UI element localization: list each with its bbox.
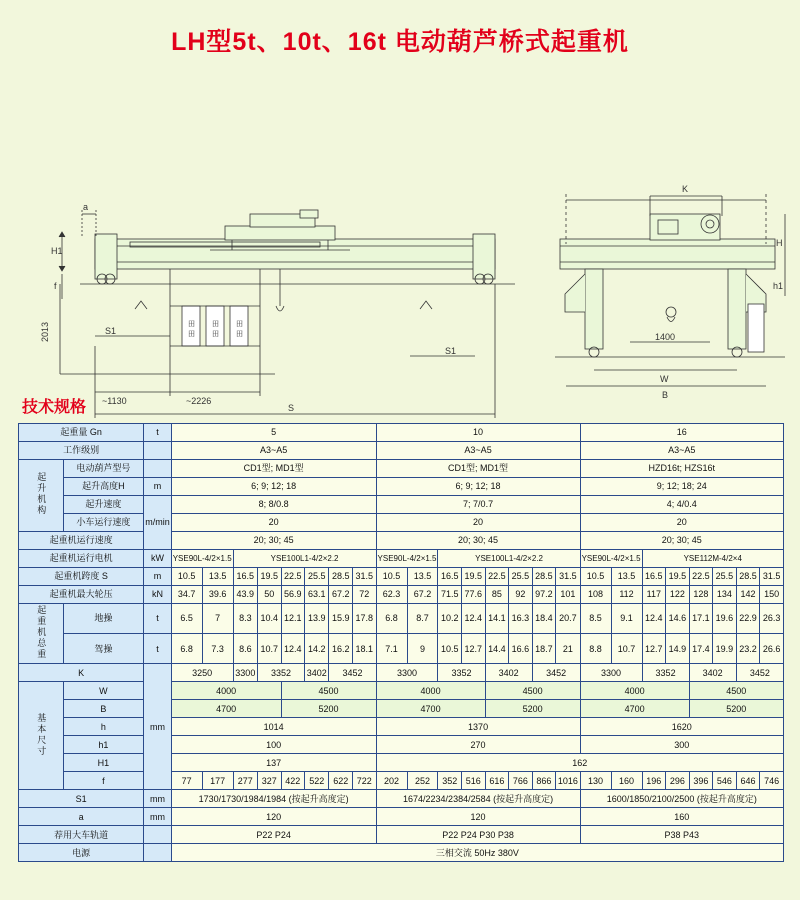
table-row xyxy=(19,700,784,718)
cell: 3352 xyxy=(438,664,485,682)
table-row xyxy=(19,514,784,532)
row-label: 地操 xyxy=(63,604,144,634)
table-row xyxy=(19,634,784,664)
svg-text:S1: S1 xyxy=(105,326,117,336)
cell: 12.1 xyxy=(281,604,305,634)
cell: 71.5 xyxy=(438,586,462,604)
row-label: h1 xyxy=(63,736,144,754)
cell: 1370 xyxy=(376,718,580,736)
cell: 7 xyxy=(202,604,233,634)
cell: 22.5 xyxy=(689,568,713,586)
cell: 202 xyxy=(376,772,407,790)
cell: 25.5 xyxy=(305,568,329,586)
cell: 20.7 xyxy=(556,604,580,634)
page-title: LH型5t、10t、16t 电动葫芦桥式起重机 xyxy=(171,28,629,56)
cell: 77.6 xyxy=(462,586,486,604)
cell: 23.2 xyxy=(736,634,760,664)
cell: 4500 xyxy=(689,682,783,700)
cell: YSE100L1-4/2×2.2 xyxy=(233,550,376,568)
table-row xyxy=(19,682,784,700)
cell: 516 xyxy=(462,772,486,790)
cell: 50 xyxy=(258,586,282,604)
svg-text:f: f xyxy=(54,281,57,291)
cell: 1016 xyxy=(556,772,580,790)
cell: P22 P24 P30 P38 xyxy=(376,826,580,844)
cell: 100 xyxy=(171,736,376,754)
cell: 5200 xyxy=(281,700,376,718)
row-label: 电源 xyxy=(19,844,144,862)
row-label: 起重机运行电机 xyxy=(19,550,144,568)
cell: 522 xyxy=(305,772,329,790)
cell: 4000 xyxy=(171,682,281,700)
row-label: W xyxy=(63,682,144,700)
cell: 6; 9; 12; 18 xyxy=(171,478,376,496)
cell: 20; 30; 45 xyxy=(171,532,376,550)
cell: 26.6 xyxy=(760,634,784,664)
row-unit xyxy=(144,826,172,844)
svg-text:田: 田 xyxy=(212,321,219,328)
cell: 13.5 xyxy=(407,568,438,586)
row-label: 电动葫芦型号 xyxy=(63,460,144,478)
cell: 120 xyxy=(171,808,376,826)
cell: A3~A5 xyxy=(376,442,580,460)
cell: YSE90L-4/2×1.5 xyxy=(376,550,438,568)
cell: 196 xyxy=(642,772,666,790)
cell: 12.7 xyxy=(462,634,486,664)
cell: 177 xyxy=(202,772,233,790)
cell: 6; 9; 12; 18 xyxy=(376,478,580,496)
cell: 3300 xyxy=(580,664,642,682)
cell: 8.8 xyxy=(580,634,611,664)
cell: 8.3 xyxy=(233,604,257,634)
cell: 14.2 xyxy=(305,634,329,664)
table-row xyxy=(19,808,784,826)
cell: 20 xyxy=(580,514,783,532)
row-label: 起重机运行速度 xyxy=(19,532,144,550)
cell: 10.7 xyxy=(258,634,282,664)
cell: 3300 xyxy=(376,664,438,682)
cell: 26.3 xyxy=(760,604,784,634)
row-unit: kN xyxy=(144,586,172,604)
cell: 352 xyxy=(438,772,462,790)
svg-text:~2226: ~2226 xyxy=(186,396,212,406)
cell: 14.4 xyxy=(485,634,509,664)
cell: 108 xyxy=(580,586,611,604)
cell: 4700 xyxy=(171,700,281,718)
cell: 6.8 xyxy=(171,634,202,664)
table-row xyxy=(19,754,784,772)
row-label: 起重量 Gn xyxy=(19,424,144,442)
cell: 77 xyxy=(171,772,202,790)
cell: 97.2 xyxy=(532,586,556,604)
cell: 9; 12; 18; 24 xyxy=(580,478,783,496)
cell: 3452 xyxy=(532,664,580,682)
row-unit: m xyxy=(144,478,172,496)
table-row xyxy=(19,496,784,514)
cell: 16.5 xyxy=(233,568,257,586)
group-label-basic: 基本尺寸 xyxy=(19,682,64,790)
cell: 4700 xyxy=(580,700,689,718)
svg-text:a: a xyxy=(83,202,89,212)
cell: 16.2 xyxy=(329,634,353,664)
cell: 300 xyxy=(580,736,783,754)
row-unit xyxy=(144,460,172,478)
cell: YSE112M-4/2×4 xyxy=(642,550,783,568)
cell: 1600/1850/2100/2500 (按起升高度定) xyxy=(580,790,783,808)
cell: 1674/2234/2384/2584 (按起升高度定) xyxy=(376,790,580,808)
cell: 10.4 xyxy=(258,604,282,634)
cell: 28.5 xyxy=(736,568,760,586)
cell: 18.7 xyxy=(532,634,556,664)
svg-text:K: K xyxy=(682,184,689,194)
cell: 252 xyxy=(407,772,438,790)
cell: YSE90L-4/2×1.5 xyxy=(580,550,642,568)
table-row xyxy=(19,664,784,682)
svg-text:2013: 2013 xyxy=(40,321,50,342)
svg-text:田: 田 xyxy=(236,331,243,338)
cell: 396 xyxy=(689,772,713,790)
row-unit: m xyxy=(144,568,172,586)
cell: 22.5 xyxy=(485,568,509,586)
cell: 67.2 xyxy=(407,586,438,604)
cell: 15.9 xyxy=(329,604,353,634)
row-label: 起重机跨度 S xyxy=(19,568,144,586)
cell: 327 xyxy=(258,772,282,790)
cell: 3352 xyxy=(258,664,305,682)
cell: 10.2 xyxy=(438,604,462,634)
row-unit: kW xyxy=(144,550,172,568)
cell: 4700 xyxy=(376,700,485,718)
cell: 19.5 xyxy=(462,568,486,586)
table-row xyxy=(19,772,784,790)
group-label-total: 起重机总重 xyxy=(19,604,64,664)
cell: 4000 xyxy=(580,682,689,700)
cell: 19.9 xyxy=(713,634,737,664)
cell: 25.5 xyxy=(713,568,737,586)
cell: 160 xyxy=(611,772,642,790)
row-label: K xyxy=(19,664,144,682)
table-row xyxy=(19,826,784,844)
cell: 616 xyxy=(485,772,509,790)
cell: 12.4 xyxy=(462,604,486,634)
row-label: B xyxy=(63,700,144,718)
cell: 13.5 xyxy=(611,568,642,586)
cell: 28.5 xyxy=(532,568,556,586)
cell: 16.5 xyxy=(642,568,666,586)
cell: 10.5 xyxy=(438,634,462,664)
cell: 134 xyxy=(713,586,737,604)
table-row xyxy=(19,460,784,478)
row-label: a xyxy=(19,808,144,826)
table-row xyxy=(19,844,784,862)
cell: 63.1 xyxy=(305,586,329,604)
row-unit: m/min xyxy=(144,496,172,550)
table-row xyxy=(19,424,784,442)
cell: 10.7 xyxy=(611,634,642,664)
cell: 31.5 xyxy=(556,568,580,586)
cell: 270 xyxy=(376,736,580,754)
cell: 12.4 xyxy=(642,604,666,634)
cell: 130 xyxy=(580,772,611,790)
cell: 19.5 xyxy=(666,568,690,586)
cell: 34.7 xyxy=(171,586,202,604)
svg-text:W: W xyxy=(660,374,669,384)
cell: YSE90L-4/2×1.5 xyxy=(171,550,233,568)
table-row xyxy=(19,532,784,550)
cell: 13.9 xyxy=(305,604,329,634)
cell: 3402 xyxy=(485,664,532,682)
cell: 8; 8/0.8 xyxy=(171,496,376,514)
cell: 3402 xyxy=(689,664,736,682)
cell: 3300 xyxy=(233,664,257,682)
cell: 422 xyxy=(281,772,305,790)
cell: 6.8 xyxy=(376,604,407,634)
cell: 162 xyxy=(376,754,783,772)
cell: 17.4 xyxy=(689,634,713,664)
cell: 7.1 xyxy=(376,634,407,664)
row-label: 工作级别 xyxy=(19,442,144,460)
cell: 4000 xyxy=(376,682,485,700)
table-row xyxy=(19,604,784,634)
cell: 9 xyxy=(407,634,438,664)
table-row xyxy=(19,736,784,754)
cell: 10.5 xyxy=(171,568,202,586)
cell: 85 xyxy=(485,586,509,604)
cell: 5200 xyxy=(689,700,783,718)
cell: 137 xyxy=(171,754,376,772)
cell: 14.1 xyxy=(485,604,509,634)
cell: 8.6 xyxy=(233,634,257,664)
cell: 92 xyxy=(509,586,533,604)
svg-text:B: B xyxy=(662,390,669,400)
table-row xyxy=(19,790,784,808)
svg-text:S: S xyxy=(288,403,295,413)
cell: A3~A5 xyxy=(580,442,783,460)
row-label: S1 xyxy=(19,790,144,808)
cell: 7; 7/0.7 xyxy=(376,496,580,514)
cell: 296 xyxy=(666,772,690,790)
cell: 160 xyxy=(580,808,783,826)
cell: 72 xyxy=(353,586,377,604)
cell: 3452 xyxy=(329,664,376,682)
cell: 3452 xyxy=(736,664,783,682)
cell: 1014 xyxy=(171,718,376,736)
row-unit: t xyxy=(144,604,172,634)
cell: 3250 xyxy=(171,664,233,682)
cell: 17.1 xyxy=(689,604,713,634)
cell: 122 xyxy=(666,586,690,604)
cell: 13.5 xyxy=(202,568,233,586)
svg-text:1400: 1400 xyxy=(655,332,676,342)
cell: 三相交流 50Hz 380V xyxy=(171,844,783,862)
cell: 101 xyxy=(556,586,580,604)
cell: P38 P43 xyxy=(580,826,783,844)
cell: 18.1 xyxy=(353,634,377,664)
cell: 28.5 xyxy=(329,568,353,586)
cell: 4; 4/0.4 xyxy=(580,496,783,514)
cell: 766 xyxy=(509,772,533,790)
row-unit: mm xyxy=(144,664,172,790)
row-unit xyxy=(144,442,172,460)
cell: 25.5 xyxy=(509,568,533,586)
cell: 12.7 xyxy=(642,634,666,664)
cell: 128 xyxy=(689,586,713,604)
svg-text:H1: H1 xyxy=(51,246,63,256)
row-label: 荐用大车轨道 xyxy=(19,826,144,844)
cell: 10.5 xyxy=(376,568,407,586)
cell: 4500 xyxy=(281,682,376,700)
row-label: 起重机最大轮压 xyxy=(19,586,144,604)
spec-section-title: 技术规格 xyxy=(22,399,87,416)
cell: 14.9 xyxy=(666,634,690,664)
cell: 56.9 xyxy=(281,586,305,604)
row-label: 起升速度 xyxy=(63,496,144,514)
cell: 5200 xyxy=(485,700,580,718)
cell: 120 xyxy=(376,808,580,826)
table-row xyxy=(19,586,784,604)
cell: 19.6 xyxy=(713,604,737,634)
cell: 10.5 xyxy=(580,568,611,586)
cell: 18.4 xyxy=(532,604,556,634)
table-row xyxy=(19,718,784,736)
row-unit: t xyxy=(144,424,172,442)
cell: 22.5 xyxy=(281,568,305,586)
cell: 1730/1730/1984/1984 (按起升高度定) xyxy=(171,790,376,808)
cell: 16.3 xyxy=(509,604,533,634)
row-unit: t xyxy=(144,634,172,664)
cell: 3402 xyxy=(305,664,329,682)
cell: 14.6 xyxy=(666,604,690,634)
cell: 9.1 xyxy=(611,604,642,634)
cell: 3352 xyxy=(642,664,689,682)
table-row xyxy=(19,550,784,568)
cell: 12.4 xyxy=(281,634,305,664)
cell: 150 xyxy=(760,586,784,604)
row-label: h xyxy=(63,718,144,736)
cell: 546 xyxy=(713,772,737,790)
group-label-lift: 起升机构 xyxy=(19,460,64,532)
cell: 7.3 xyxy=(202,634,233,664)
cell: 31.5 xyxy=(760,568,784,586)
cell: 4500 xyxy=(485,682,580,700)
cell: 722 xyxy=(353,772,377,790)
cell: 20 xyxy=(376,514,580,532)
svg-text:H: H xyxy=(776,238,783,248)
cell: 21 xyxy=(556,634,580,664)
specification-table xyxy=(18,423,784,862)
cell: 19.5 xyxy=(258,568,282,586)
svg-text:田: 田 xyxy=(188,331,195,338)
row-label: 起升高度H xyxy=(63,478,144,496)
cell: 1620 xyxy=(580,718,783,736)
cell: 10 xyxy=(376,424,580,442)
cell: 142 xyxy=(736,586,760,604)
cell: 646 xyxy=(736,772,760,790)
cell: 17.8 xyxy=(353,604,377,634)
cell: 43.9 xyxy=(233,586,257,604)
cell: 67.2 xyxy=(329,586,353,604)
cell: 20; 30; 45 xyxy=(376,532,580,550)
cell: 20; 30; 45 xyxy=(580,532,783,550)
cell: 62.3 xyxy=(376,586,407,604)
cell: 31.5 xyxy=(353,568,377,586)
row-unit: mm xyxy=(144,790,172,808)
cell: 8.7 xyxy=(407,604,438,634)
cell: 746 xyxy=(760,772,784,790)
cell: 20 xyxy=(171,514,376,532)
row-label: f xyxy=(63,772,144,790)
cell: CD1型; MD1型 xyxy=(376,460,580,478)
cell: HZD16t; HZS16t xyxy=(580,460,783,478)
cell: 277 xyxy=(233,772,257,790)
row-label: H1 xyxy=(63,754,144,772)
cell: 8.5 xyxy=(580,604,611,634)
cell: 5 xyxy=(171,424,376,442)
svg-text:田: 田 xyxy=(236,321,243,328)
table-row xyxy=(19,568,784,586)
cell: 16 xyxy=(580,424,783,442)
cell: YSE100L1-4/2×2.2 xyxy=(438,550,580,568)
cell: 16.5 xyxy=(438,568,462,586)
svg-text:田: 田 xyxy=(188,321,195,328)
cell: CD1型; MD1型 xyxy=(171,460,376,478)
row-unit: mm xyxy=(144,808,172,826)
row-label: 驾操 xyxy=(63,634,144,664)
cell: 866 xyxy=(532,772,556,790)
row-unit xyxy=(144,844,172,862)
svg-text:h1: h1 xyxy=(773,281,784,291)
table-row xyxy=(19,442,784,460)
svg-text:田: 田 xyxy=(212,331,219,338)
cell: 16.6 xyxy=(509,634,533,664)
svg-text:~1130: ~1130 xyxy=(102,396,127,406)
cell: P22 P24 xyxy=(171,826,376,844)
cell: 117 xyxy=(642,586,666,604)
row-label: 小车运行速度 xyxy=(63,514,144,532)
svg-text:S1: S1 xyxy=(445,346,457,356)
cell: 112 xyxy=(611,586,642,604)
cell: 622 xyxy=(329,772,353,790)
cell: 22.9 xyxy=(736,604,760,634)
cell: 39.6 xyxy=(202,586,233,604)
table-row xyxy=(19,478,784,496)
cell: A3~A5 xyxy=(171,442,376,460)
cell: 6.5 xyxy=(171,604,202,634)
